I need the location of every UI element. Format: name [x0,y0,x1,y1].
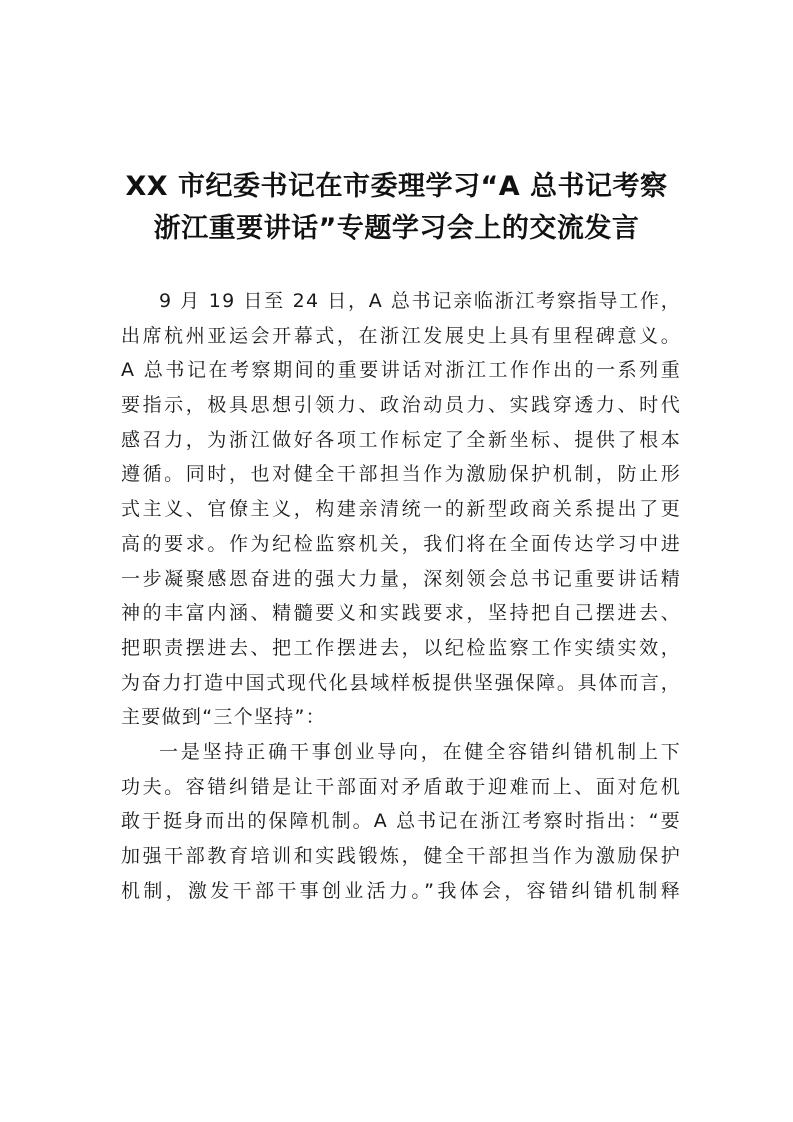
text-line: 9 月 19 日至 24 日，A 总书记亲临浙江考察指导工作， [159,290,681,312]
text-line: A 总书记在考察期间的重要讲话对浙江工作作出的一系列重 [121,359,681,382]
text-line: 一步凝聚感恩奋进的强大力量，深刻领会总书记重要讲话精 [121,567,681,590]
text-line: 神的丰富内涵、精髓要义和实践要求，坚持把自己摆进去、 [121,602,681,625]
text-line: 式主义、官僚主义，构建亲清统一的新型政商关系提出了更 [121,498,681,521]
text-line: 要指示，极具思想引领力、政治动员力、实践穿透力、时代 [121,394,681,417]
title-line-1: XX 市纪委书记在市委理学习“A 总书记考察 [125,171,668,202]
document-title [100,166,693,250]
text-line: 加强干部教育培训和实践锻炼，健全干部担当作为激励保护 [121,845,681,867]
text-line: 为奋力打造中国式现代化县域样板提供坚强保障。具体而言， [121,671,681,694]
document-body [121,284,681,908]
text-line: 机制，激发干部干事创业活力。”我体会，容错纠错机制释 [121,879,681,902]
text-line: 遵循。同时，也对健全干部担当作为激励保护机制，防止形 [121,463,681,486]
text-line: 感召力，为浙江做好各项工作标定了全新坐标、提供了根本 [121,428,681,451]
text-line: 出席杭州亚运会开幕式，在浙江发展史上具有里程碑意义。 [121,324,681,347]
text-line: 功夫。容错纠错是让干部面对矛盾敢于迎难而上、面对危机 [121,775,681,798]
text-line: 高的要求。作为纪检监察机关，我们将在全面传达学习中进 [121,532,681,555]
text-line: 敢于挺身而出的保障机制。A 总书记在浙江考察时指出：“要 [121,810,681,833]
text-line: 把职责摆进去、把工作摆进去，以纪检监察工作实绩实效， [121,636,681,659]
text-line: 一是坚持正确干事创业导向，在健全容错纠错机制上下 [159,740,681,763]
title-line-2: 浙江重要讲话”专题学习会上的交流发言 [153,213,640,244]
text-line: 主要做到“三个坚持”： [121,706,326,729]
